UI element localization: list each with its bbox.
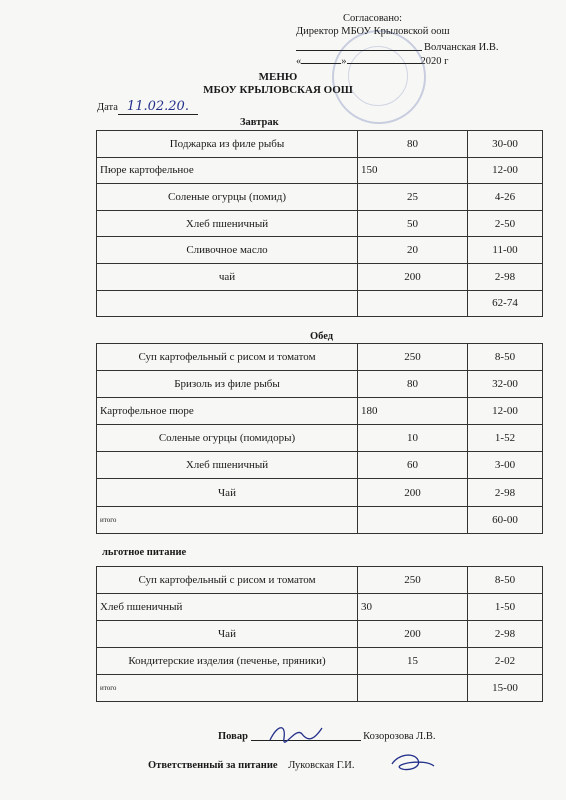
dish-name: Бризоль из филе рыбы xyxy=(97,371,358,398)
menu-row xyxy=(97,237,543,264)
dish-price: 3-00 xyxy=(468,452,543,479)
dish-quantity: 80 xyxy=(358,371,468,398)
menu-row xyxy=(97,290,543,317)
dish-name: Картофельное пюре xyxy=(97,398,358,425)
cook-name: Козорозова Л.В. xyxy=(363,731,436,742)
dish-price: 30-00 xyxy=(468,131,543,158)
dish-name: Хлеб пшеничный xyxy=(97,452,358,479)
date-day-blank xyxy=(301,63,341,64)
dish-price: 2-98 xyxy=(468,479,543,506)
dish-price: 15-00 xyxy=(468,675,543,702)
dish-quantity: 20 xyxy=(358,237,468,264)
director-signature-line xyxy=(296,50,422,51)
date-month-blank xyxy=(347,63,421,64)
date-quote-close: » xyxy=(341,56,347,67)
menu-row xyxy=(97,567,543,594)
dish-quantity: 30 xyxy=(358,594,468,621)
menu-row xyxy=(97,594,543,621)
dish-price: 4-26 xyxy=(468,184,543,211)
dish-name: итого xyxy=(97,675,358,702)
director-line: Директор МБОУ Крыловской оош xyxy=(296,26,450,37)
dish-name: Чай xyxy=(97,621,358,648)
section-title-subsidized: льготное питание xyxy=(102,547,187,558)
dish-price: 8-50 xyxy=(468,567,543,594)
dish-quantity: 150 xyxy=(358,157,468,184)
approval-date-line xyxy=(296,56,448,68)
dish-quantity: 200 xyxy=(358,621,468,648)
dish-name: Пюре картофельное xyxy=(97,157,358,184)
menu-title: МЕНЮ xyxy=(258,71,298,83)
approved-label: Согласовано: xyxy=(343,13,403,24)
dish-name: чай xyxy=(97,263,358,290)
dish-quantity: 250 xyxy=(358,344,468,371)
date-year: 2020 г xyxy=(420,56,449,67)
dish-name xyxy=(97,290,358,317)
responsible-signature-scribble xyxy=(388,750,438,776)
dish-price: 2-50 xyxy=(468,210,543,237)
dish-quantity: 200 xyxy=(358,479,468,506)
menu-row xyxy=(97,344,543,371)
menu-row xyxy=(97,479,543,506)
dish-name: Суп картофельный с рисом и томатом xyxy=(97,567,358,594)
dish-quantity: 80 xyxy=(358,131,468,158)
official-stamp xyxy=(332,30,426,124)
dish-name: Кондитерские изделия (печенье, пряники) xyxy=(97,648,358,675)
dish-price: 12-00 xyxy=(468,157,543,184)
lunch-table xyxy=(96,343,543,534)
dish-price: 2-98 xyxy=(468,263,543,290)
responsible-name: Луковская Г.И. xyxy=(288,760,355,771)
dish-quantity: 15 xyxy=(358,648,468,675)
menu-row xyxy=(97,263,543,290)
dish-name: Хлеб пшеничный xyxy=(97,210,358,237)
section-title-breakfast: Завтрак xyxy=(240,117,279,128)
menu-row xyxy=(97,371,543,398)
dish-name: Хлеб пшеничный xyxy=(97,594,358,621)
menu-row xyxy=(97,506,543,533)
breakfast-table xyxy=(96,130,543,317)
section-title-lunch: Обед xyxy=(310,331,334,342)
dish-quantity: 25 xyxy=(358,184,468,211)
menu-row xyxy=(97,184,543,211)
dish-name: Соленые огурцы (помид) xyxy=(97,184,358,211)
dish-price: 60-00 xyxy=(468,506,543,533)
menu-row xyxy=(97,131,543,158)
dish-price: 8-50 xyxy=(468,344,543,371)
menu-row xyxy=(97,675,543,702)
dish-quantity xyxy=(358,290,468,317)
menu-row xyxy=(97,210,543,237)
dish-name: Поджарка из филе рыбы xyxy=(97,131,358,158)
date-quote-open: « xyxy=(296,56,302,67)
dish-price: 62-74 xyxy=(468,290,543,317)
date-value: 11.02.20. xyxy=(126,99,189,114)
cook-label: Повар xyxy=(218,731,248,742)
dish-quantity: 50 xyxy=(358,210,468,237)
director-name: Волчанская И.В. xyxy=(424,42,499,53)
dish-name: Соленые огурцы (помидоры) xyxy=(97,425,358,452)
menu-row xyxy=(97,452,543,479)
date-field xyxy=(97,101,198,115)
dish-quantity: 250 xyxy=(358,567,468,594)
dish-quantity xyxy=(358,675,468,702)
date-label: Дата xyxy=(97,102,118,113)
dish-quantity: 200 xyxy=(358,263,468,290)
menu-row xyxy=(97,398,543,425)
cook-signature-scribble xyxy=(266,722,326,746)
dish-price: 12-00 xyxy=(468,398,543,425)
menu-row xyxy=(97,648,543,675)
responsible-line xyxy=(148,760,354,771)
school-name: МБОУ КРЫЛОВСКАЯ ООШ xyxy=(203,84,353,96)
dish-name: итого xyxy=(97,506,358,533)
dish-price: 11-00 xyxy=(468,237,543,264)
dish-name: Сливочное масло xyxy=(97,237,358,264)
dish-price: 2-02 xyxy=(468,648,543,675)
dish-name: Суп картофельный с рисом и томатом xyxy=(97,344,358,371)
subsidized-table xyxy=(96,566,543,702)
menu-row xyxy=(97,621,543,648)
dish-price: 2-98 xyxy=(468,621,543,648)
dish-quantity: 180 xyxy=(358,398,468,425)
dish-price: 32-00 xyxy=(468,371,543,398)
dish-price: 1-52 xyxy=(468,425,543,452)
cook-signature-line xyxy=(218,731,436,742)
menu-row xyxy=(97,425,543,452)
menu-row xyxy=(97,157,543,184)
dish-quantity: 10 xyxy=(358,425,468,452)
dish-name: Чай xyxy=(97,479,358,506)
responsible-label: Ответственный за питание xyxy=(148,760,278,771)
dish-quantity xyxy=(358,506,468,533)
dish-quantity: 60 xyxy=(358,452,468,479)
dish-price: 1-50 xyxy=(468,594,543,621)
